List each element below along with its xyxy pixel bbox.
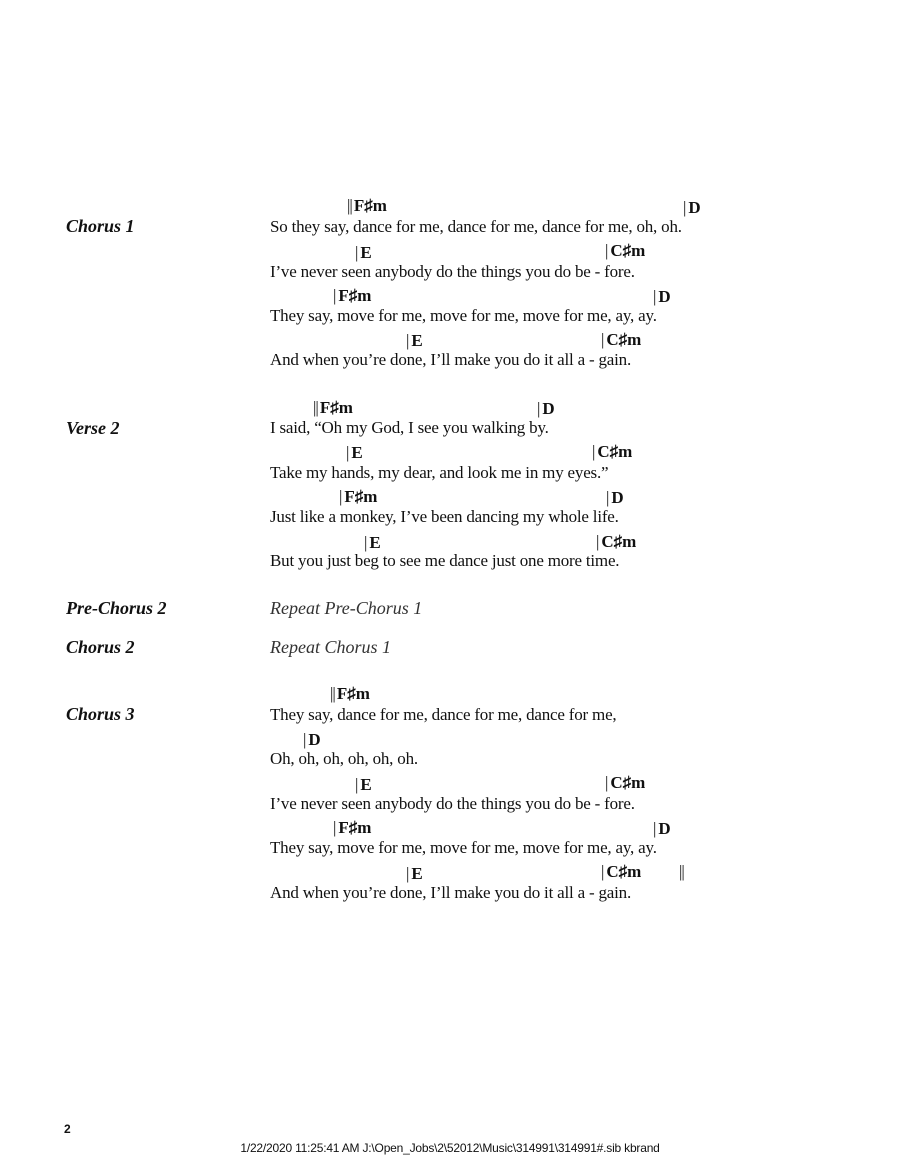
chord-e: | E [355,243,372,262]
section-label-chorus-3: Chorus 3 [66,704,135,724]
lyric-line: But you just beg to see me dance just one more time. [270,551,620,570]
lyric-line: And when you’re done, I’ll make you do it all a - gain. [270,350,632,369]
section-label-pre-chorus-2: Pre-Chorus 2 [66,598,167,618]
chord-f-sharp-minor: || F♯m [347,196,387,215]
lyric-line: And when you’re done, I’ll make you do it all a - gain. [270,883,632,902]
chord-c-sharp-minor: | C♯m [596,532,637,551]
chord-c-sharp-minor: | C♯m [601,862,642,881]
chord-e: | E [364,533,381,552]
chord-f-sharp-minor: | F♯m [333,818,372,837]
repeat-instruction: Repeat Pre-Chorus 1 [270,598,423,618]
chord-d: | D [303,730,321,749]
chord-e: | E [406,864,423,883]
chord-d: | D [537,399,555,418]
chord-d: | D [653,819,671,838]
repeat-instruction: Repeat Chorus 1 [270,637,391,657]
chord-e: | E [355,775,372,794]
section-label-verse-2: Verse 2 [66,418,120,438]
final-barline: || [679,862,684,881]
lyric-line: I’ve never seen anybody do the things you do be - fore. [270,794,635,813]
section-label-chorus-2: Chorus 2 [66,637,135,657]
chord-c-sharp-minor: | C♯m [601,330,642,349]
lyric-line: Oh, oh, oh, oh, oh, oh. [270,749,418,768]
lyric-line: Take my hands, my dear, and look me in my eyes.” [270,463,609,482]
chord-d: | D [606,488,624,507]
chord-f-sharp-minor: | F♯m [339,487,378,506]
lyric-line: Just like a monkey, I’ve been dancing my whole life. [270,507,619,526]
chord-e: | E [346,443,363,462]
lyric-line: I said, “Oh my God, I see you walking by. [270,418,549,437]
chord-c-sharp-minor: | C♯m [592,442,633,461]
lyric-line: They say, dance for me, dance for me, dance for me, [270,705,617,724]
chord-f-sharp-minor: || F♯m [330,684,370,703]
lyric-line: So they say, dance for me, dance for me, dance for me, oh, oh. [270,217,682,236]
chord-f-sharp-minor: | F♯m [333,286,372,305]
chord-d: | D [683,198,701,217]
page-number: 2 [64,1122,71,1136]
lyric-line: They say, move for me, move for me, move for me, ay, ay. [270,838,657,857]
chord-c-sharp-minor: | C♯m [605,773,646,792]
section-label-chorus-1: Chorus 1 [66,216,135,236]
file-path-footer: 1/22/2020 11:25:41 AM J:\Open_Jobs\2\52012\Music\314991\314991#.sib kbrand [240,1141,660,1155]
chord-c-sharp-minor: | C♯m [605,241,646,260]
chord-f-sharp-minor: || F♯m [313,398,353,417]
chord-e: | E [406,331,423,350]
lyric-line: I’ve never seen anybody do the things you do be - fore. [270,262,635,281]
chord-d: | D [653,287,671,306]
lyric-line: They say, move for me, move for me, move for me, ay, ay. [270,306,657,325]
